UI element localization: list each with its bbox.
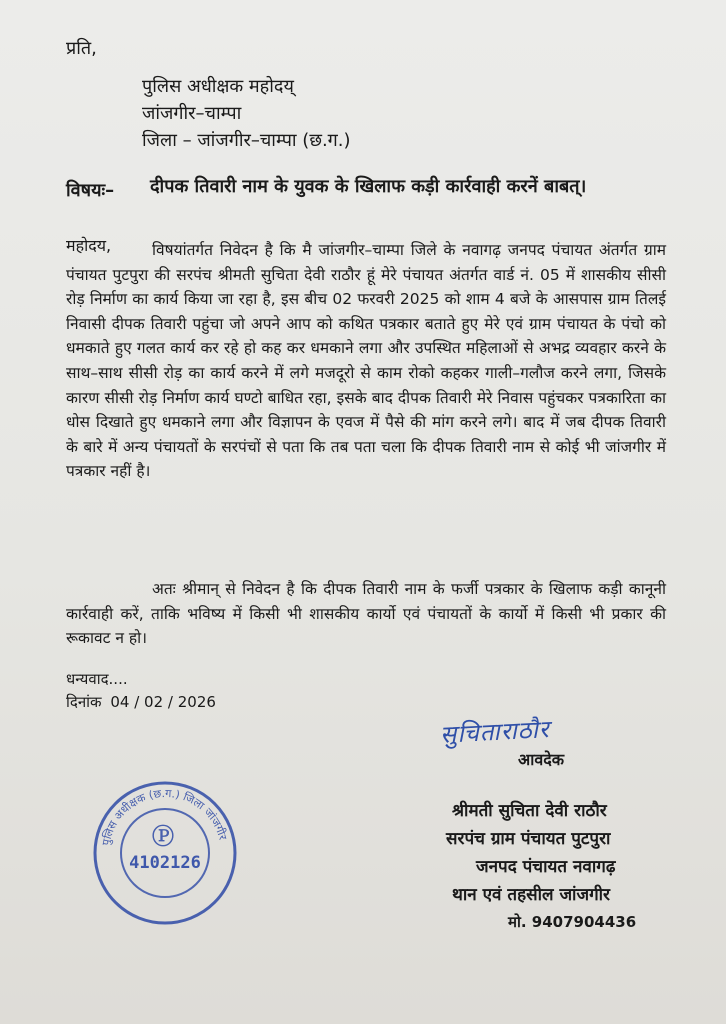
date-label: दिनांक: [66, 693, 102, 711]
sender-phone: मो. 9407904436: [508, 913, 637, 931]
subject-text: दीपक तिवारी नाम के युवक के खिलाफ कड़ी कार्रवाही करनें बाबत्।: [150, 176, 587, 197]
stamp-number: 4102126: [129, 853, 201, 873]
date-row: [66, 692, 216, 712]
body-paragraph-2: अतः श्रीमान् से निवेदन है कि दीपक तिवारी नाम के फर्जी पत्रकार के खिलाफ कड़ी कानूनी कार्रवाही करें, ताकि भविष्य में किसी भी शासकीय कार्यो एवं पंचायतों के कार्यो में किसी भी प्रकार की रूकावट न हो।: [66, 580, 666, 648]
date-value: 04 / 02 / 2026: [110, 693, 216, 711]
letter-body-2: [66, 577, 666, 651]
recipient-line-3: जिला – जांजगीर–चाम्पा (छ.ग.): [142, 130, 351, 151]
recipient-line-2: जांजगीर–चाम्पा: [142, 103, 242, 124]
official-stamp: [90, 778, 240, 928]
sender-name: श्रीमती सुचिता देवी राठौर: [452, 801, 607, 821]
greeting: महोदय,: [66, 236, 112, 255]
applicant-signature: सुचिताराठौर: [439, 715, 551, 749]
stamp-ring-text: पुलिस अधीक्षक (छ.ग.) जिला जांजगीर: [99, 786, 230, 847]
sender-tehsil: थान एवं तहसील जांजगीर: [452, 885, 611, 905]
sender-janpad: जनपद पंचायत नवागढ़: [476, 857, 616, 877]
subject-label: विषयः–: [66, 180, 115, 201]
stamp-graphic: [90, 778, 240, 928]
recipient-line-1: पुलिस अधीक्षक महोदय्: [142, 76, 294, 97]
letter-body: [66, 238, 666, 484]
sender-designation: सरपंच ग्राम पंचायत पुटपुरा: [446, 829, 611, 849]
body-paragraph-1: विषयांतर्गत निवेदन है कि मै जांजगीर–चाम्पा जिले के नवागढ़ जनपद पंचायत अंतर्गत ग्राम पंचायत पुटपुरा की सरपंच श्रीमती सुचिता देवी राठौर हूं मेरे पंचायत अंतर्गत वार्ड नं. 05 में शासकीय सीसी रोड़ निर्माण का कार्य किया जा रहा है, इस बीच 02 फरवरी 2025 को शाम 4 बजे के आसपास ग्राम तिलई निवासी दीपक तिवारी पहुंचा जो अपने आप को कथित पत्रकार बताते हुए मेरे एवं ग्राम पंचायत के पंचो को धमकाते हुए गलत कार्य कर रहे हो कह कर धमकाने लगा और उपस्थित महिलाओं से अभद्र व्यवहार करने के साथ–साथ सीसी रोड़ का कार्य करने में लगे मजदूरो से काम रोको कहकर गाली–गलौज करने लगा, जिसके कारण सीसी रोड़ निर्माण कार्य घण्टो बाधित रहा, इसके बाद दीपक तिवारी मेरे निवास पहुंचकर पत्रकारिता का धोस दिखाते हुए धमकाने लगा और विज्ञापन के एवज में पैसे की मांग करने लगे। बाद में जब दीपक तिवारी के बारे में अन्य पंचायतों के सरपंचों से पता कि तब पता चला कि दीपक तिवारी नाम से कोई भी जांजगीर में पत्रकार नहीं है।: [66, 241, 666, 481]
svg-text:Ⓟ: Ⓟ: [152, 825, 175, 850]
thanks: धन्यवाद....: [66, 670, 128, 688]
salutation-to: प्रति,: [66, 38, 97, 59]
applicant-label: आवदेक: [518, 750, 565, 769]
